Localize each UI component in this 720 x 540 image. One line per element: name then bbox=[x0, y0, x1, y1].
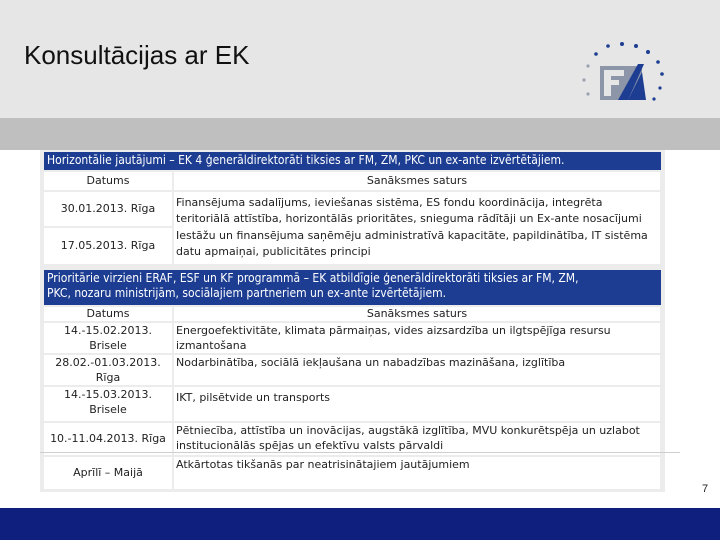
section1-content bbox=[174, 192, 660, 264]
section1-content-line: Iestāžu un finansējuma saņēmēju administratīvā kapacitāte, papildinātība, IT sistēma bbox=[176, 229, 648, 242]
footer-divider bbox=[40, 452, 680, 453]
page-number: 7 bbox=[702, 483, 709, 495]
section2-headline bbox=[44, 270, 661, 305]
date-line: 28.02.-01.03.2013. bbox=[55, 356, 161, 369]
section2-headline-line: Prioritārie virzieni ERAF, ESF un KF programmā – EK atbildīgie ģenerāldirektorāti tiksies ar FM, ZM, bbox=[47, 271, 579, 285]
topic-line: Atkārtotas tikšanās par neatrisinātajiem jautājumiem bbox=[176, 458, 470, 471]
table-row-topic bbox=[174, 323, 660, 353]
table-row-date bbox=[44, 423, 172, 455]
section1-date-1: 30.01.2013. Rīga bbox=[44, 192, 172, 226]
table-row-date bbox=[44, 355, 172, 385]
section2-panel bbox=[40, 268, 665, 492]
topic-line: Nodarbinātība, sociālā iekļaušana un nabadzības mazināšana, izglītība bbox=[176, 356, 566, 369]
topic-line: institucionālās spējas un efektīvu valsts pārvaldi bbox=[176, 439, 444, 452]
section1-headline: Horizontālie jautājumi – EK 4 ģenerāldirektorāti tiksies ar FM, ZM, PKC un ex-ante izvērtētājiem. bbox=[44, 152, 661, 170]
section1-content-line: Finansējuma sadalījums, ieviešanas sistēma, ES fondu koordinācija, integrēta bbox=[176, 196, 603, 209]
date-line: Brisele bbox=[89, 403, 127, 416]
section2-col-content: Sanāksmes saturs bbox=[174, 307, 660, 321]
topic-line: Pētniecība, attīstība un inovācijas, augstākā izglītība, MVU konkurētspēja un uzlabot bbox=[176, 424, 640, 437]
date-line: Rīga bbox=[95, 371, 121, 384]
table-row-topic bbox=[174, 355, 660, 385]
footer-bar bbox=[0, 508, 720, 540]
topic-line: izmantošana bbox=[176, 339, 247, 352]
table-row-date bbox=[44, 457, 172, 489]
date-line: 10.-11.04.2013. Rīga bbox=[50, 432, 166, 445]
section1-date-2: 17.05.2013. Rīga bbox=[44, 228, 172, 264]
table-row-topic bbox=[174, 387, 660, 421]
table-row-date bbox=[44, 323, 172, 353]
section2-col-date: Datums bbox=[44, 307, 172, 321]
table-row-topic bbox=[174, 423, 660, 455]
section1-panel bbox=[40, 150, 665, 268]
fm-logo-icon bbox=[578, 38, 670, 110]
section2-headline-line: PKC, nozaru ministrijām, sociālajiem partneriem un ex-ante izvērtētājiem. bbox=[47, 286, 447, 300]
topic-line: IKT, pilsētvide un transports bbox=[176, 391, 331, 404]
date-line: Brisele bbox=[89, 339, 127, 352]
topic-line: Energoefektivitāte, klimata pārmaiņas, vides aizsardzība un ilgtspējīga resursu bbox=[176, 324, 611, 337]
date-line: 14.-15.02.2013. bbox=[64, 324, 152, 337]
section1-content-line: datu apmaiņai, publicitātes principi bbox=[176, 245, 371, 258]
table-row-topic bbox=[174, 457, 660, 489]
section1-col-content: Sanāksmes saturs bbox=[174, 172, 660, 190]
section1-content-line: teritoriālā attīstība, horizontālās prioritātes, snieguma rādītāji un Ex-ante nosacījumi bbox=[176, 212, 642, 225]
date-line: 14.-15.03.2013. bbox=[64, 388, 152, 401]
section1-col-date: Datums bbox=[44, 172, 172, 190]
slide-title: Konsultācijas ar EK bbox=[24, 40, 250, 70]
title-band bbox=[0, 118, 720, 150]
table-row-date bbox=[44, 387, 172, 421]
date-line: Aprīlī – Maijā bbox=[73, 466, 143, 479]
